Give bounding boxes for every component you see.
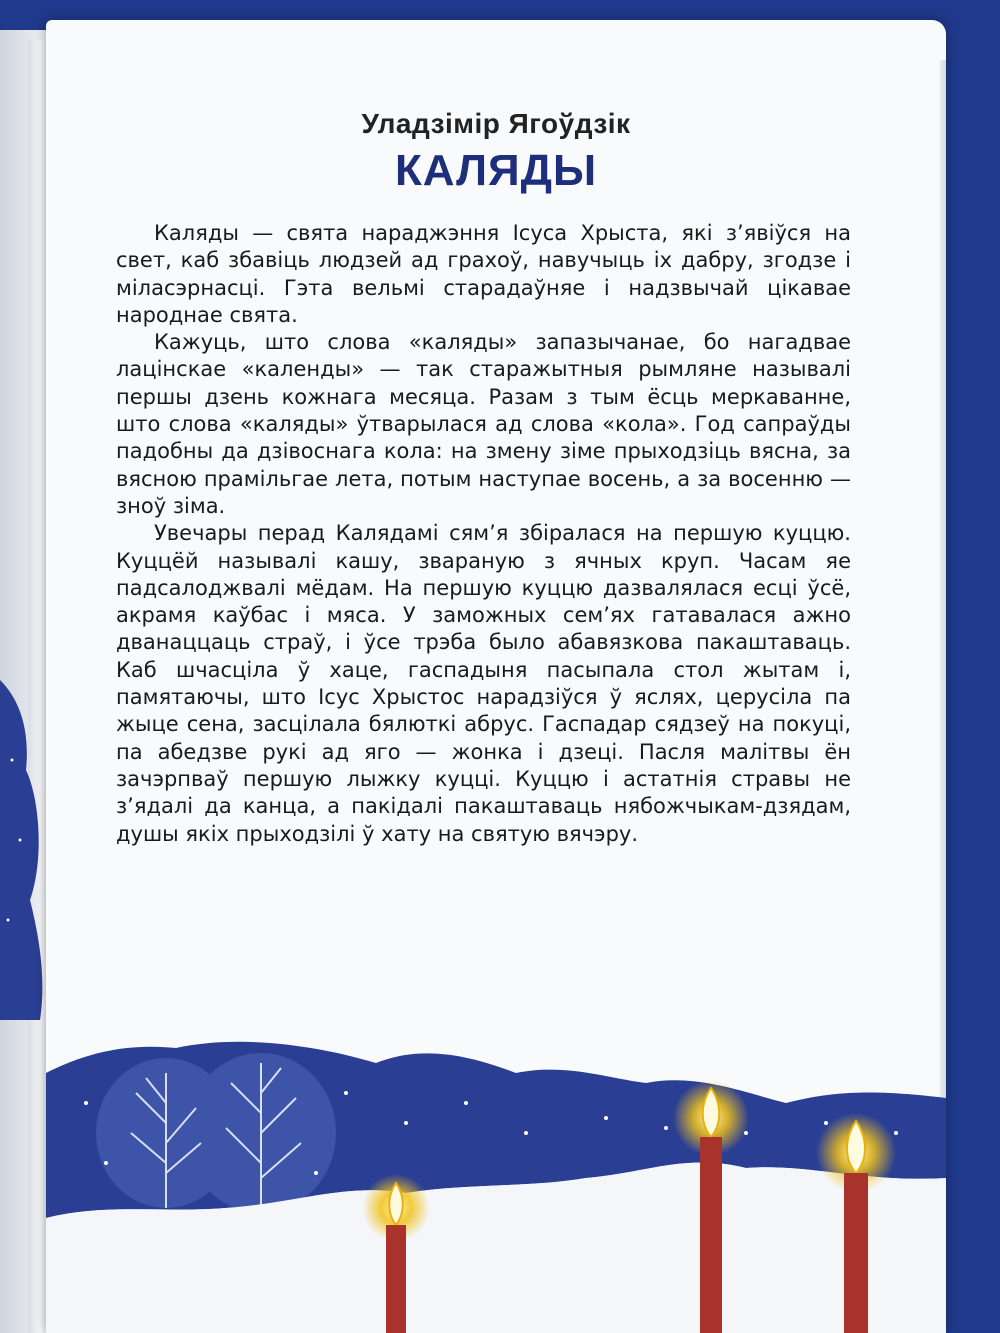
paragraph-1: Каляды — свята нараджэння Ісуса Хрыста, які з’явіўся на свет, каб збавіць людзей ад грахоў, навучыць іх дабру, згодзе і міласэрнасці. Гэта вельмі старадаўняе і надзвычай цікавае народнае свята.: [116, 221, 851, 327]
book-page: [46, 20, 946, 1333]
candle-1: [386, 1225, 406, 1333]
winter-candles-illustration: [46, 1003, 946, 1333]
paragraph-3: Увечары перад Калядамі сям’я збіралася на першую куццю. Куццёй называлі кашу, звараную з ячных круп. Часам яе падсалоджвалі мёдам. На першую куццю дазвалялася есці ўсё, акрамя каўбас і мяса. У заможных сем’ях гатавалася ажно дванаццаць страў, і ўсе трэба было абавязкова пакаштаваць. Каб шчасціла ў хаце, гаспадыня пасыпала стол жытам і, памятаючы, што Ісус Хрыстос нарадзіўся ў яслях, церусіла па жыце сена, засцілала бялюткі абрус. Гаспадар сядзеў на покуці, па абедзве рукі ад яго — жонка і дзеці. Пасля малітвы ён зачэрпваў першую лыжку куцці. Куццю і астатнія стравы не з’ядалі да канца, а пакідалі пакаштаваць нябожчыкам-дзядам, душы якіх прыходзілі ў хату на святую вячэру.: [116, 521, 851, 846]
candle-2: [700, 1137, 722, 1333]
left-page-illustration: [0, 640, 46, 1020]
article-body: [116, 220, 851, 848]
author-name: Уладзімір Ягоўдзік: [361, 108, 631, 139]
paragraph-2: Кажуць, што слова «каляды» запазычанае, бо нагадвае лацінскае «календы» — так старажытныя рымляне называлі першы дзень кожнага месяца. Разам з тым ёсць меркаванне, што слова «каляды» ўтварылася ад слова «кола». Год сапраўды падобны да дзівоснага кола: на змену зіме прыходзіць вясна, за вясною прамільгае лета, потым наступае восень, а за восенню — зноў зіма.: [116, 330, 851, 518]
page-title: КАЛЯДЫ: [394, 146, 598, 195]
candle-3: [844, 1173, 868, 1333]
